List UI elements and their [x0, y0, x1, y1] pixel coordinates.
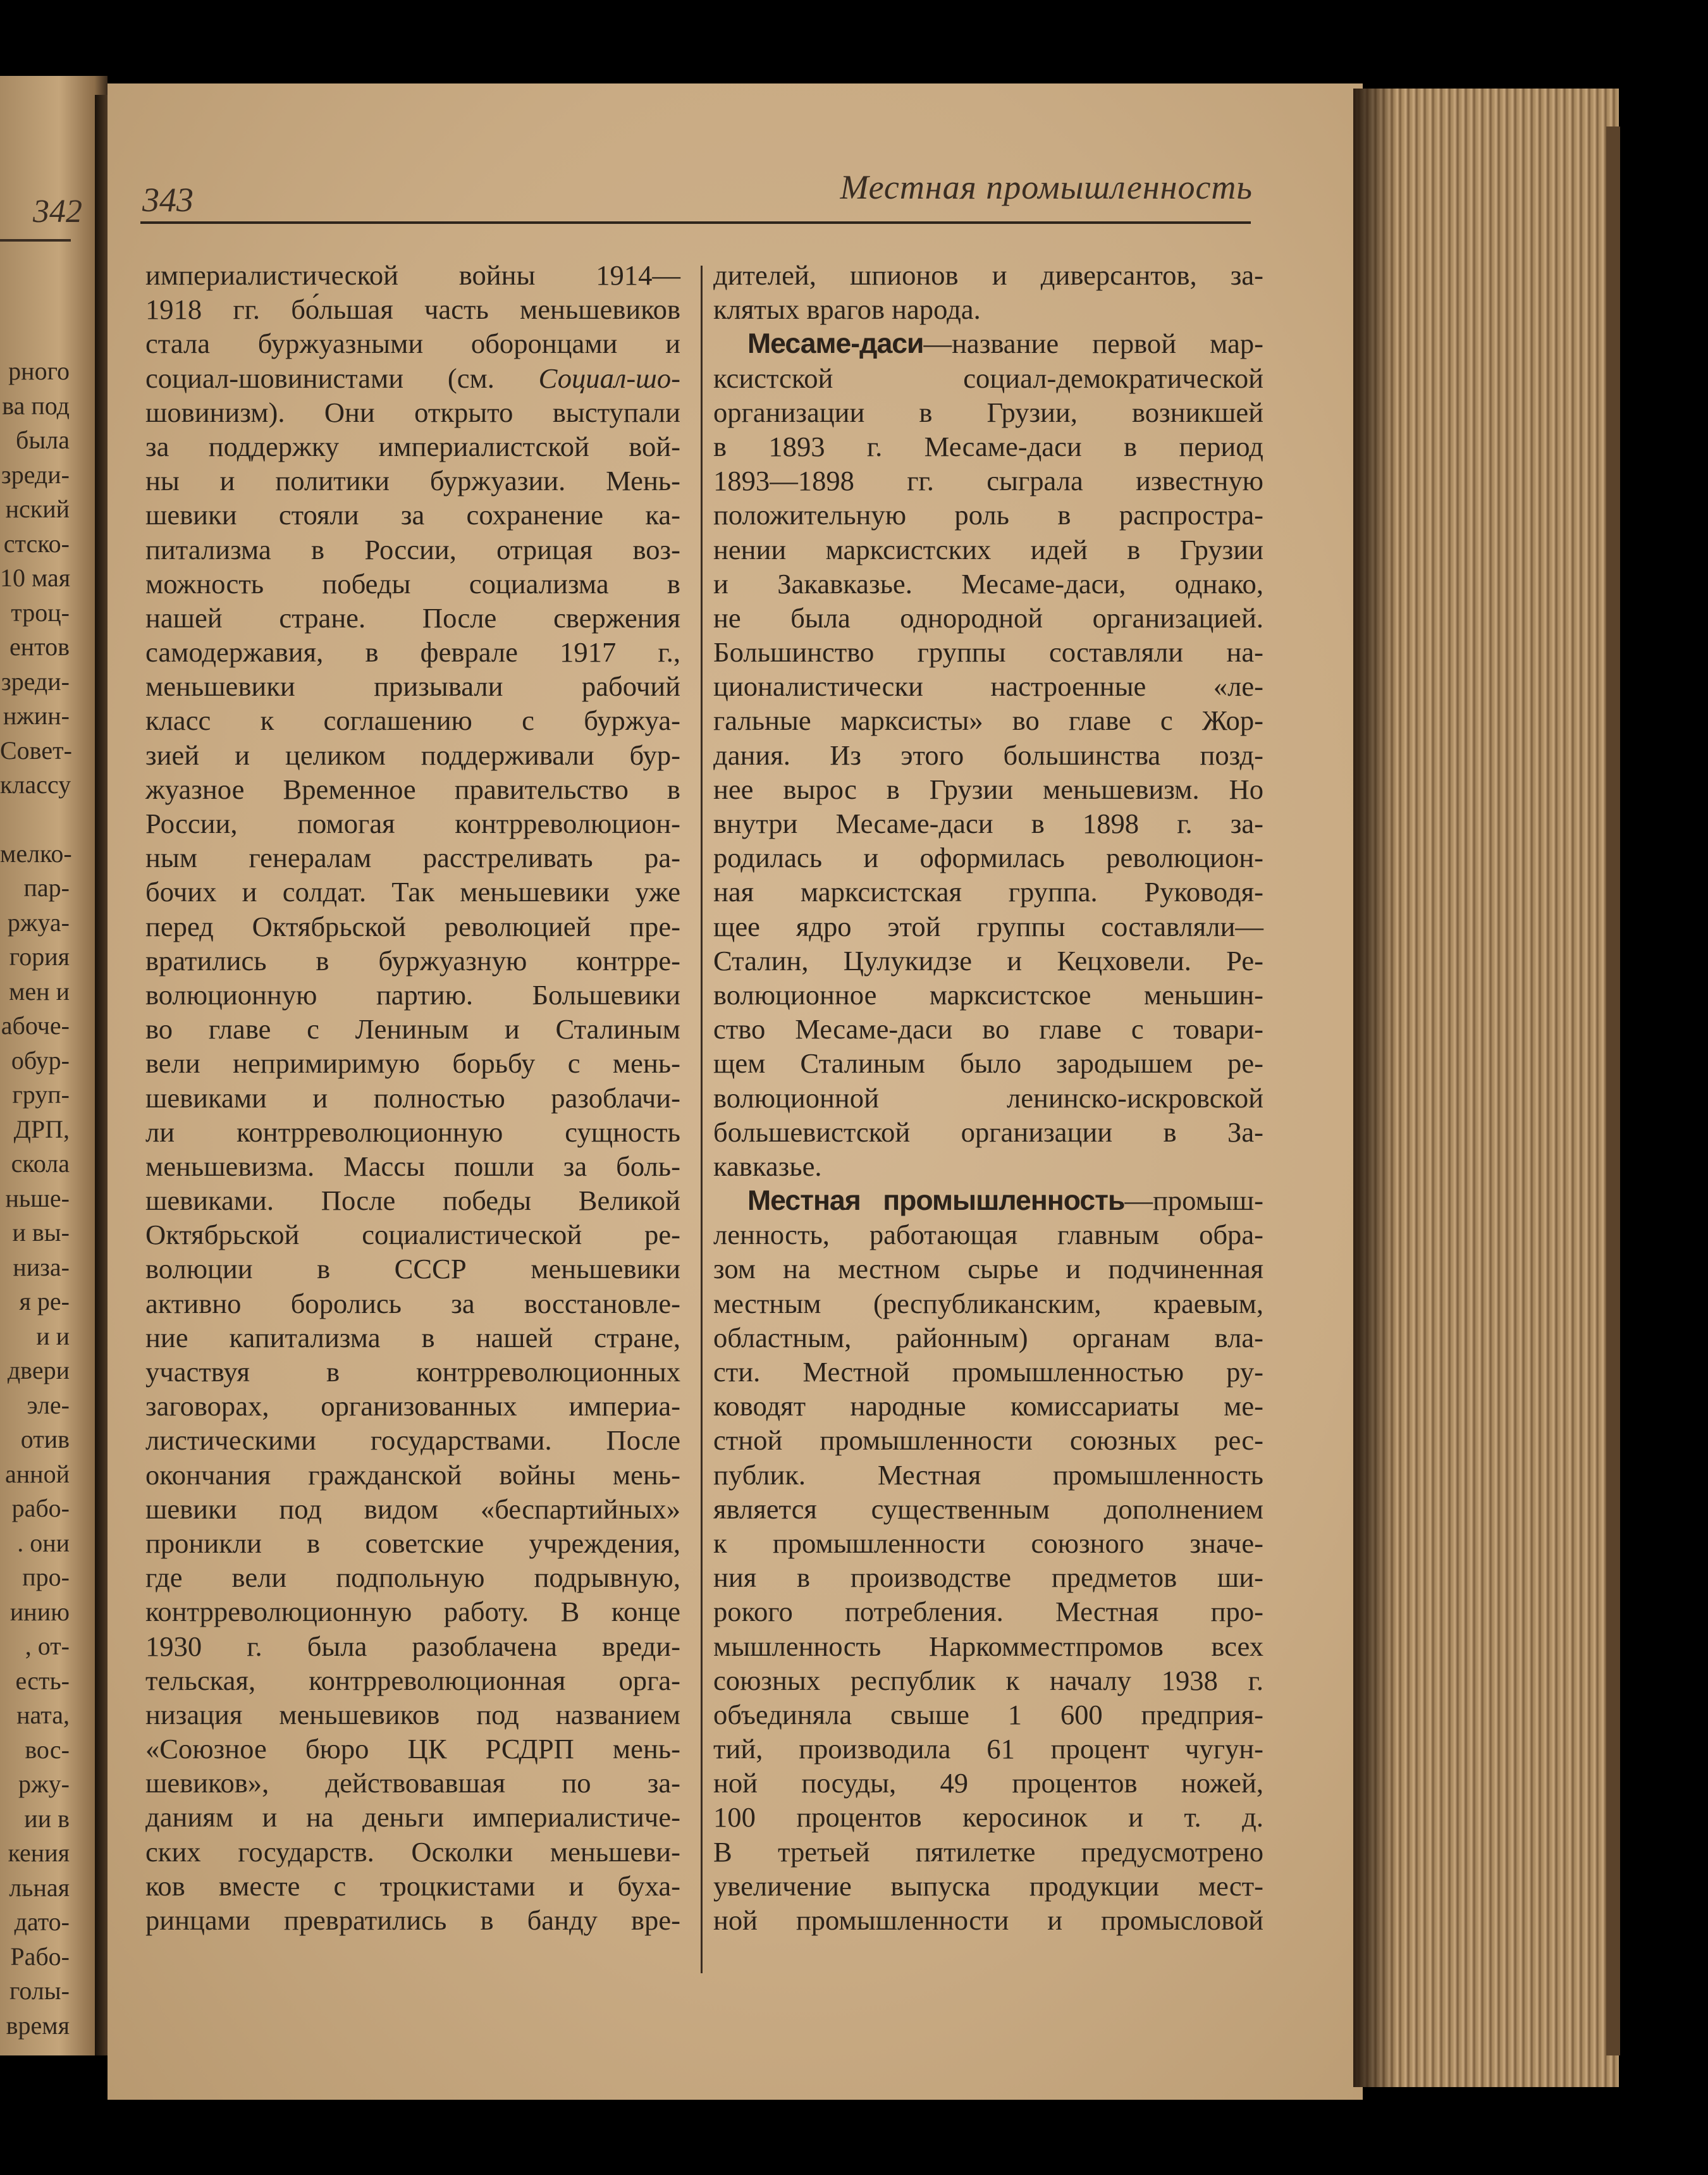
text-line: к промышленности союзного значе- — [713, 1527, 1263, 1559]
header-rule — [140, 221, 1251, 224]
previous-page-rule — [0, 239, 71, 242]
text-line: меньшевизма. Массы пошли за боль- — [145, 1150, 680, 1182]
text-line: шевиками. После победы Великой — [145, 1185, 680, 1217]
previous-page-fragment: , от- — [25, 1632, 70, 1660]
previous-page-fragment: ии в — [24, 1804, 70, 1833]
previous-page-fragment: вос- — [25, 1735, 70, 1764]
text-line: ководят народные комиссариаты ме- — [713, 1390, 1263, 1422]
text-line: областным, районным) органам вла- — [713, 1321, 1263, 1353]
previous-page-fragment: пар- — [23, 873, 70, 902]
text-line: бочих и солдат. Так меньшевики уже — [145, 876, 680, 908]
text-line: зией и целиком поддерживали бур- — [145, 739, 680, 771]
previous-page-fragment: троц- — [11, 598, 70, 627]
text-line: ционалистически настроенные «ле- — [713, 670, 1263, 703]
text-line: заговорах, организованных империа- — [145, 1390, 680, 1422]
text-line: внутри Месаме-даси в 1898 г. за- — [713, 808, 1263, 839]
text-line: «Союзное бюро ЦК РСДРП мень- — [145, 1733, 680, 1765]
previous-page-fragment: стско- — [3, 529, 70, 558]
text-line: 100 процентов керосинок и т. д. — [713, 1801, 1263, 1833]
text-line: стала буржуазными оборонцами и — [145, 328, 680, 360]
text-line: ная марксистская группа. Руководя- — [713, 876, 1263, 908]
text-line: ли контрреволюционную сущность — [145, 1116, 680, 1148]
text-line: перед Октябрьской революцией пре- — [145, 910, 680, 942]
text-line: шевиков», действовавшая по за- — [145, 1767, 680, 1799]
previous-page-fragment: рного — [8, 357, 70, 385]
previous-page-fragment: голы- — [9, 1976, 70, 2005]
text-line: ленность, работающая главным обра- — [713, 1219, 1263, 1251]
previous-page-fragment: отив — [20, 1425, 70, 1453]
text-line — [713, 1183, 1263, 1217]
text-line: Сталин, Цулукидзе и Кецховели. Ре- — [713, 944, 1263, 977]
previous-page-fragment: рабо- — [11, 1494, 70, 1522]
right-column — [713, 258, 1263, 1937]
text-line: ным генералам расстреливать ра- — [145, 842, 680, 874]
background-bottom — [0, 2100, 1708, 2175]
page-number: 343 — [142, 181, 194, 219]
previous-page-fragment: мелко- — [0, 839, 72, 868]
text-line: класс к соглашению с буржуа- — [145, 705, 680, 737]
text-line: В третьей пятилетке предусмотрено — [713, 1835, 1263, 1868]
text-line: шевиками и полностью разоблачи- — [145, 1081, 680, 1114]
previous-page-fragment: груп- — [12, 1080, 70, 1109]
text-line: 1918 гг. бо́льшая часть меньшевиков — [145, 293, 680, 326]
text-line: окончания гражданской войны мень- — [145, 1458, 680, 1491]
text-line: нении марксистских идей в Грузии — [713, 533, 1263, 565]
previous-page-fragment: мен и — [9, 977, 70, 1006]
text-line-part: социал-шовинистами (см. — [145, 362, 539, 394]
previous-page-fragment: анной — [5, 1459, 70, 1488]
text-line: за поддержку империалистской вой- — [145, 430, 680, 462]
text-line: не была однородной организацией. — [713, 601, 1263, 634]
text-line: ксистской социал-демократической — [713, 362, 1263, 394]
text-line: контрреволюционную работу. В конце — [145, 1596, 680, 1628]
text-line: даниям и на деньги империалистиче- — [145, 1801, 680, 1833]
previous-page-fragment: ржуа- — [7, 908, 70, 937]
text-line: волюции в СССР меньшевики — [145, 1253, 680, 1285]
entry-mesame-dasi — [713, 326, 1263, 1183]
previous-page-fragment: про- — [22, 1563, 70, 1591]
text-line: рокого потребления. Местная про- — [713, 1596, 1263, 1628]
text-line: Большинство группы составляли на- — [713, 636, 1263, 669]
left-column — [145, 258, 680, 1937]
text-line: вели непримиримую борьбу с мень- — [145, 1047, 680, 1080]
text-line: 1930 г. была разоблачена вреди- — [145, 1630, 680, 1662]
previous-page-fragment: дато- — [14, 1907, 70, 1936]
previous-page-fragment: ната, — [16, 1701, 70, 1729]
text-line-part: —промыш- — [1124, 1185, 1263, 1217]
previous-page-fragment: нский — [5, 495, 70, 523]
background-top — [0, 0, 1708, 76]
text-line: проникли в советские учреждения, — [145, 1527, 680, 1559]
previous-page-fragment: нжин- — [3, 701, 70, 730]
text-line: питализма в России, отрицая воз- — [145, 533, 680, 565]
previous-page-fragment: классу — [0, 770, 71, 799]
cross-reference: Социал-шо- — [538, 362, 680, 394]
text-line — [713, 326, 1263, 360]
text-line: вратились в буржуазную контрре- — [145, 944, 680, 977]
text-line: активно боролись за восстановле- — [145, 1287, 680, 1319]
text-line: ние капитализма в нашей стране, — [145, 1321, 680, 1353]
text-line: нее вырос в Грузии меньшевизм. Но — [713, 773, 1263, 805]
entry-local-industry — [713, 1183, 1263, 1937]
text-line-part: —название первой мар- — [923, 328, 1263, 360]
text-line: зом на местном сырье и подчиненная — [713, 1253, 1263, 1285]
text-line: нашей стране. После свержения — [145, 601, 680, 634]
entry-term: Местная промышленность — [747, 1185, 1125, 1217]
text-line: сти. Местной промышленностью ру- — [713, 1356, 1263, 1388]
previous-page-fragment: зреди- — [1, 460, 70, 489]
text-line: ских государств. Осколки меньшеви- — [145, 1835, 680, 1868]
previous-page-fragment: Совет- — [0, 736, 72, 765]
text-line: ны и политики буржуазии. Мень- — [145, 465, 680, 497]
text-line: самодержавия, в феврале 1917 г., — [145, 636, 680, 669]
text-line: меньшевики призывали рабочий — [145, 670, 680, 703]
text-line: низация меньшевиков под названием — [145, 1698, 680, 1730]
text-line: союзных республик к началу 1938 г. — [713, 1664, 1263, 1696]
previous-page — [0, 76, 108, 2055]
previous-page-fragment: скола — [11, 1149, 70, 1178]
text-line: ной посуды, 49 процентов ножей, — [713, 1767, 1263, 1799]
text-line: волюционную партию. Большевики — [145, 978, 680, 1011]
text-line: ство Месаме-даси во главе с товари- — [713, 1013, 1263, 1045]
text-line: публик. Местная промышленность — [713, 1458, 1263, 1491]
entry-term: Месаме-даси — [747, 328, 924, 360]
text-line: родилась и оформилась революцион- — [713, 842, 1263, 874]
text-line: империалистической войны 1914— — [145, 259, 680, 291]
text-line: является существенным дополнением — [713, 1493, 1263, 1525]
previous-page-fragment: обур- — [11, 1045, 70, 1075]
text-line: щем Сталиным было зародышем ре- — [713, 1047, 1263, 1080]
previous-page-fragment: ньше- — [5, 1183, 70, 1212]
previous-page-fragment: ДРП, — [13, 1114, 70, 1143]
previous-page-fragment: эле- — [27, 1390, 70, 1419]
text-line: листическими государствами. После — [145, 1424, 680, 1457]
text-line: можность победы социализма в — [145, 567, 680, 600]
previous-page-fragment: абоче- — [1, 1011, 70, 1040]
previous-page-fragment: льная — [9, 1873, 70, 1902]
previous-page-fragment: я ре- — [19, 1287, 70, 1315]
text-line: тий, производила 61 процент чугун- — [713, 1733, 1263, 1765]
text-line: ной промышленности и промысловой — [713, 1904, 1263, 1936]
text-line: тельская, контрреволюционная орга- — [145, 1664, 680, 1696]
text-line: жуазное Временное правительство в — [145, 773, 680, 805]
text-line: волюционное марксистское меньшин- — [713, 978, 1263, 1011]
previous-page-fragment: гория — [9, 942, 70, 971]
text-line: ния в производстве предметов ши- — [713, 1562, 1263, 1594]
text-line: участвуя в контрреволюционных — [145, 1356, 680, 1388]
text-line: дания. Из этого большинства позд- — [713, 739, 1263, 771]
text-line: гальные марксисты» во главе с Жор- — [713, 705, 1263, 737]
previous-page-text — [0, 354, 70, 2043]
text-line: кавказье. — [713, 1150, 822, 1182]
book-cover-edge — [1606, 126, 1620, 2055]
previous-page-fragment: инию — [9, 1597, 70, 1626]
column-divider — [701, 266, 703, 1973]
text-line: России, помогая контрреволюцион- — [145, 808, 680, 839]
previous-page-fragment: двери — [7, 1356, 70, 1384]
text-line: в 1893 г. Месаме-даси в период — [713, 430, 1263, 462]
text-line: во главе с Лениным и Сталиным — [145, 1013, 680, 1045]
text-line: и Закавказье. Месаме-даси, однако, — [713, 567, 1263, 600]
previous-page-fragment: . они — [17, 1528, 70, 1557]
text-line: стной промышленности союзных рес- — [713, 1424, 1263, 1457]
text-line: щее ядро этой группы составляли— — [713, 910, 1263, 942]
text-line: ков вместе с троцкистами и буха- — [145, 1870, 680, 1902]
continuation-text — [713, 258, 1263, 326]
previous-page-fragment: ржу- — [18, 1770, 70, 1798]
text-line: шовинизм). Они открыто выступали — [145, 396, 680, 428]
text-line: Октябрьской социалистической ре- — [145, 1219, 680, 1251]
page-block-shadow — [1353, 89, 1398, 2087]
running-head: Местная промышленность — [840, 168, 1253, 206]
previous-page-fragment: была — [16, 426, 70, 454]
text-line: шевики стояли за сохранение ка- — [145, 499, 680, 531]
text-line: увеличение выпуска продукции мест- — [713, 1870, 1263, 1902]
text-line: 1893—1898 гг. сыграла известную — [713, 465, 1263, 497]
text-line: мышленность Наркомместпромов всех — [713, 1630, 1263, 1662]
previous-page-fragment: 10 мая — [0, 564, 71, 592]
previous-page-fragment: ентов — [9, 632, 70, 661]
text-line: шевики под видом «беспартийных» — [145, 1493, 680, 1525]
text-line: ринцами превратились в банду вре- — [145, 1904, 680, 1936]
previous-page-fragment: и вы- — [12, 1218, 70, 1247]
text-line: организации в Грузии, возникшей — [713, 396, 1263, 428]
previous-page-fragment: и и — [36, 1321, 70, 1350]
text-line: объединяла свыше 1 600 предприя- — [713, 1698, 1263, 1730]
previous-page-fragment: время — [6, 2011, 70, 2040]
previous-page-fragment: зреди- — [1, 667, 70, 696]
text-line: большевистской организации в За- — [713, 1116, 1263, 1148]
previous-page-number: 342 — [33, 194, 82, 230]
previous-page-fragment: ва под — [2, 391, 70, 420]
previous-page-fragment: низа- — [13, 1252, 70, 1281]
text-line: где вели подпольную подрывную, — [145, 1562, 680, 1594]
text-line: волюционной ленинско-искровской — [713, 1081, 1263, 1114]
previous-page-fragment: есть- — [15, 1666, 70, 1695]
text-line: положительную роль в распростра- — [713, 499, 1263, 531]
text-line: местным (республиканским, краевым, — [713, 1287, 1263, 1319]
text-line — [145, 361, 680, 395]
text-line: дителей, шпионов и диверсантов, за- — [713, 259, 1263, 291]
previous-page-fragment: Рабо- — [10, 1942, 70, 1971]
previous-page-fragment: кения — [8, 1839, 70, 1867]
text-line: клятых врагов народа. — [713, 293, 981, 326]
